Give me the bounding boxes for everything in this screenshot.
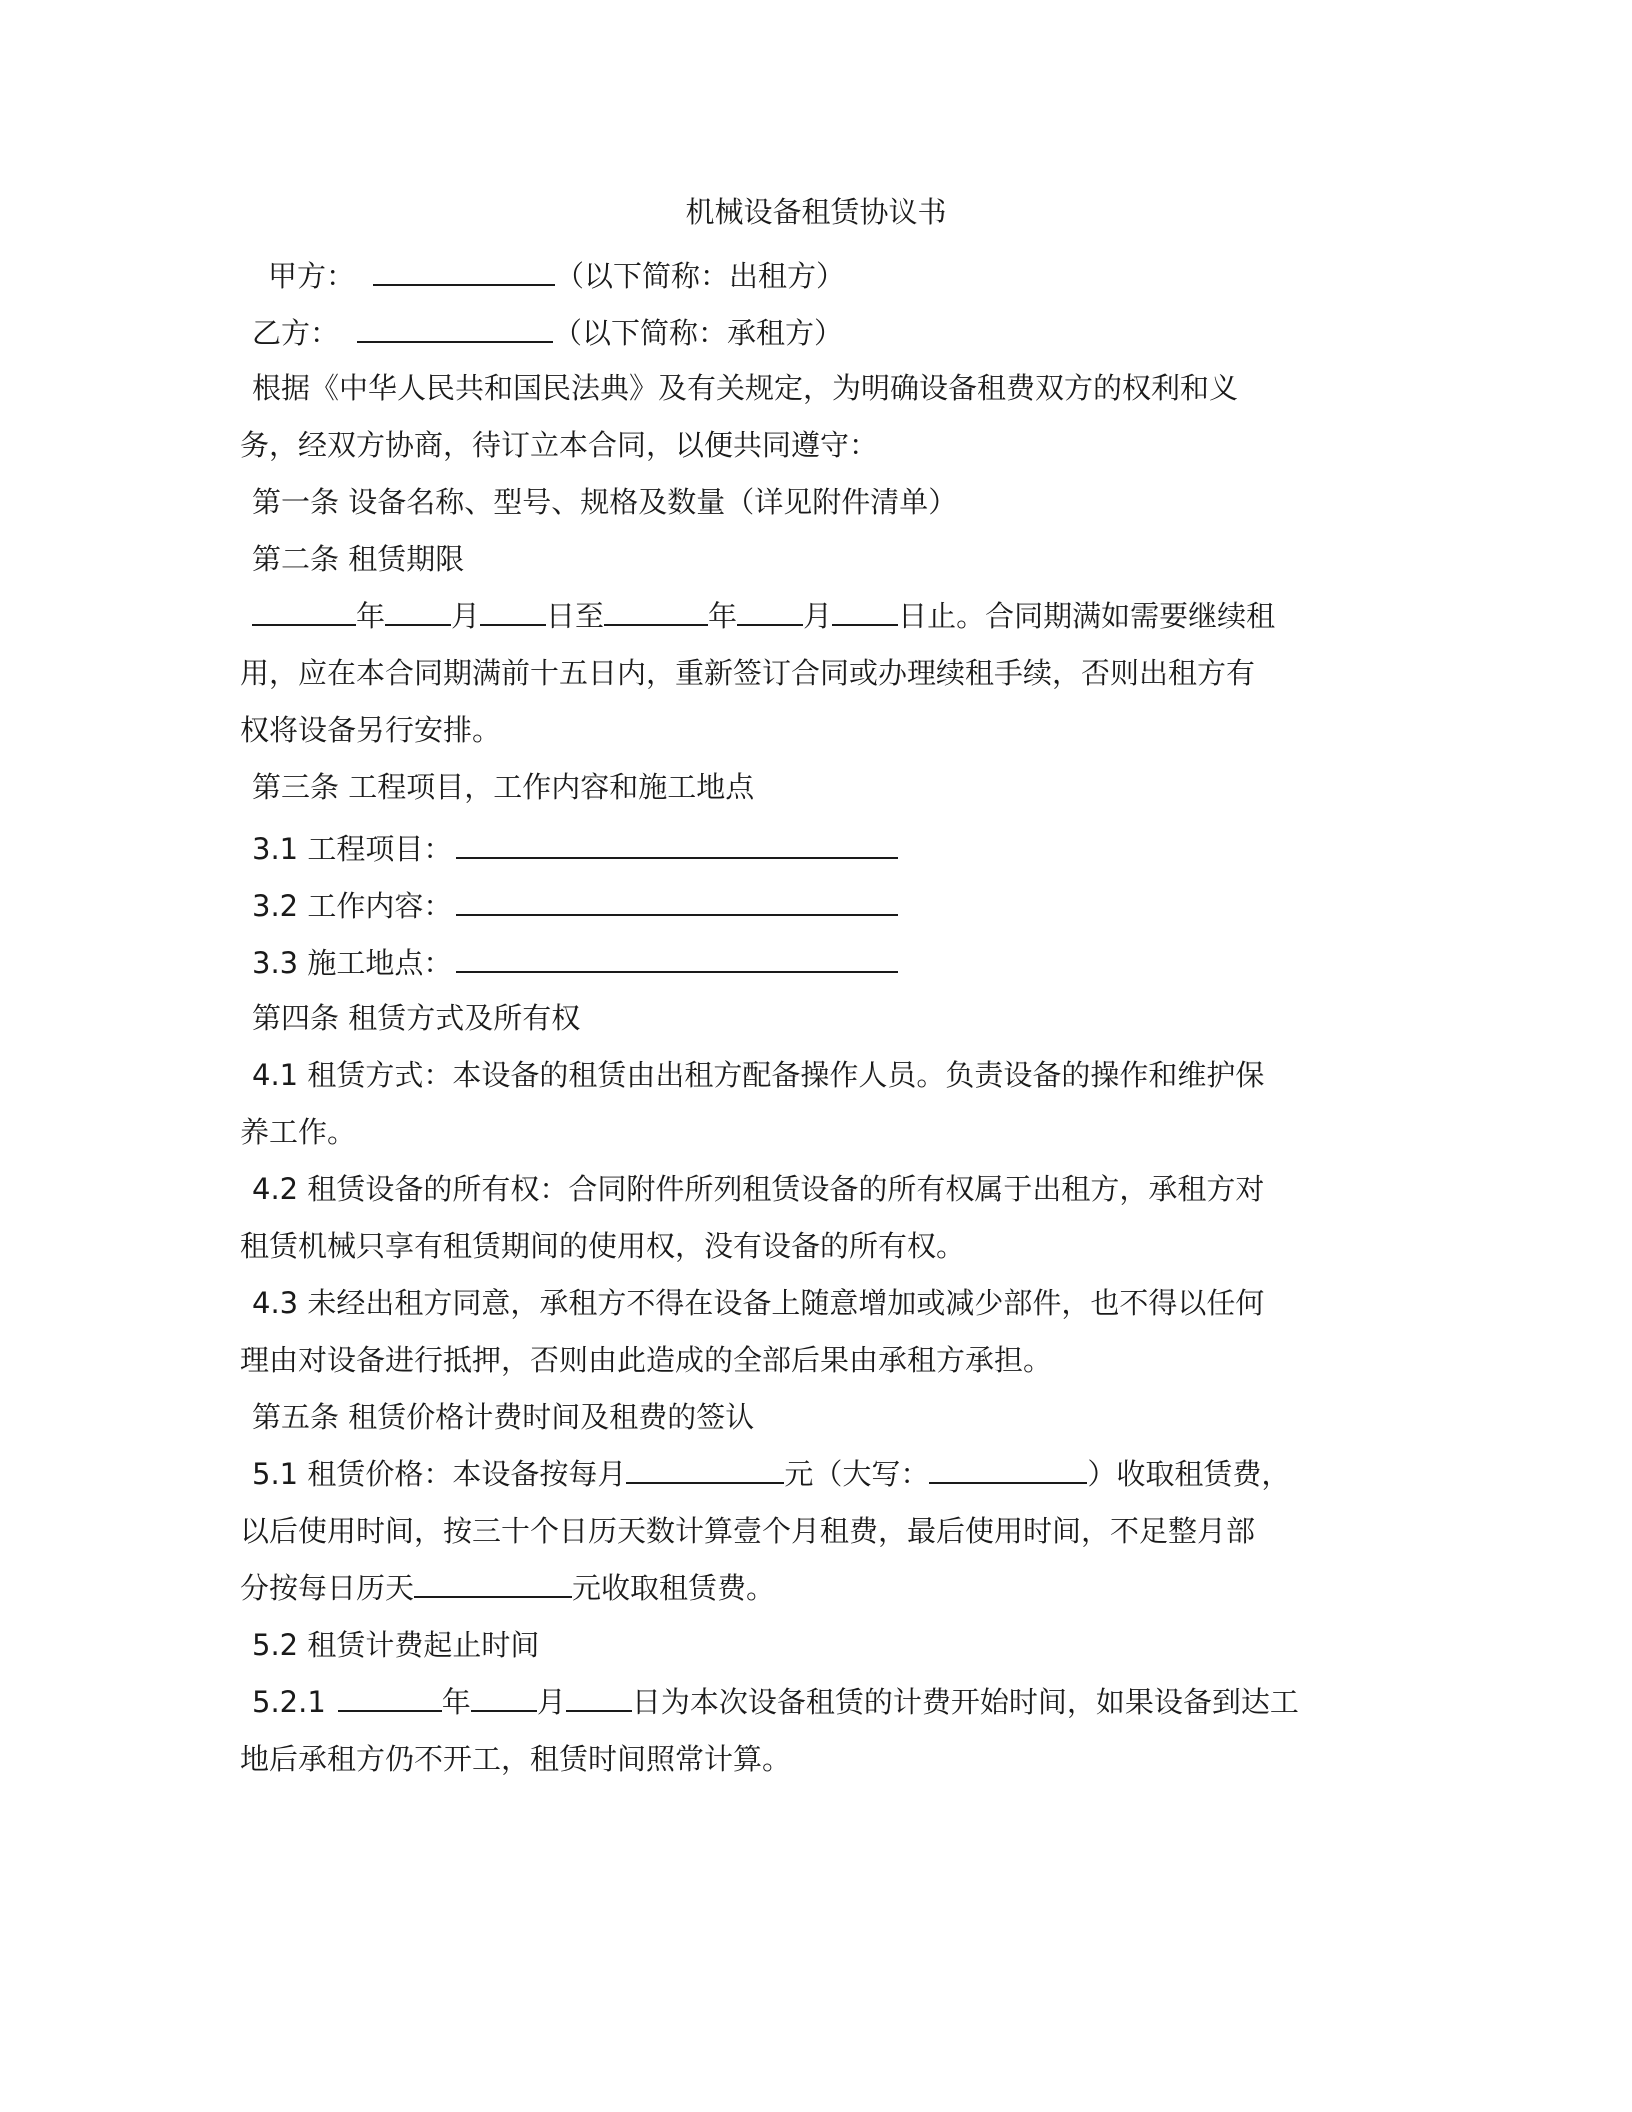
party-b-line xyxy=(252,311,843,355)
party-a-note: （以下简称：出租方） xyxy=(555,259,846,293)
day-end-label: 日止。合同期满如需要继续租 xyxy=(898,599,1276,633)
year-label-2: 年 xyxy=(708,599,738,633)
end-month-blank xyxy=(737,596,803,626)
end-year-blank xyxy=(604,596,708,626)
billing-year-blank xyxy=(338,1682,442,1712)
day-to-label: 日至 xyxy=(546,599,605,633)
work-content-blank xyxy=(456,886,898,916)
preamble-line-2: 务，经双方协商，待订立本合同，以便共同遵守： xyxy=(240,428,879,462)
month-label-2: 月 xyxy=(803,599,833,633)
billing-year-label: 年 xyxy=(441,1685,471,1719)
article-5-1-line-3 xyxy=(240,1566,775,1610)
start-month-blank xyxy=(385,596,451,626)
article-4-heading: 第四条 租赁方式及所有权 xyxy=(252,1001,581,1035)
work-content-item xyxy=(252,884,898,928)
billing-month-label: 月 xyxy=(536,1685,566,1719)
end-day-blank xyxy=(832,596,898,626)
article-5-2-heading: 5.2 租赁计费起止时间 xyxy=(252,1628,540,1662)
article-5-2-1-line-2: 地后承租方仍不开工，租赁时间照常计算。 xyxy=(240,1742,792,1776)
party-a-label: 甲方： xyxy=(268,259,356,293)
article-1-heading: 第一条 设备名称、型号、规格及数量（详见附件清单） xyxy=(252,485,958,519)
billing-start-text: 日为本次设备租赁的计费开始时间，如果设备到达工 xyxy=(631,1685,1299,1719)
daily-rate-suffix: 元收取租赁费。 xyxy=(572,1571,776,1605)
article-5-1-line-1 xyxy=(252,1452,1290,1496)
article-2-line-3: 权将设备另行安排。 xyxy=(240,713,502,747)
collect-fee-label: ）收取租赁费， xyxy=(1087,1457,1291,1491)
article-4-3-line-2: 理由对设备进行抵押，否则由此造成的全部后果由承租方承担。 xyxy=(240,1343,1053,1377)
project-item xyxy=(252,827,898,871)
start-day-blank xyxy=(480,596,546,626)
daily-rate-blank xyxy=(414,1568,572,1598)
article-4-2-line-2: 租赁机械只享有租赁期间的使用权，没有设备的所有权。 xyxy=(240,1229,966,1263)
article-5-2-1-line-1 xyxy=(252,1680,1299,1724)
daily-rate-label: 分按每日历天 xyxy=(240,1571,415,1605)
article-4-1-line-1: 4.1 租赁方式：本设备的租赁由出租方配备操作人员。负责设备的操作和维护保 xyxy=(252,1058,1265,1092)
document-title: 机械设备租赁协议书 xyxy=(685,195,947,229)
month-label: 月 xyxy=(451,599,481,633)
project-label: 3.1 工程项目： xyxy=(252,832,453,866)
article-4-3-line-1: 4.3 未经出租方同意，承租方不得在设备上随意增加或减少部件，也不得以任何 xyxy=(252,1286,1265,1320)
monthly-price-blank xyxy=(626,1454,784,1484)
capital-amount-blank xyxy=(929,1454,1087,1484)
party-b-label: 乙方： xyxy=(252,316,340,350)
article-2-line-2: 用，应在本合同期满前十五日内，重新签订合同或办理续租手续，否则出租方有 xyxy=(240,656,1256,690)
clause-number: 5.2.1 xyxy=(252,1685,326,1719)
party-a-blank xyxy=(373,256,555,286)
article-5-heading: 第五条 租赁价格计费时间及租费的签认 xyxy=(252,1400,755,1434)
site-item xyxy=(252,941,898,985)
article-2-heading: 第二条 租赁期限 xyxy=(252,542,465,576)
year-label: 年 xyxy=(356,599,386,633)
article-4-2-line-1: 4.2 租赁设备的所有权：合同附件所列租赁设备的所有权属于出租方，承租方对 xyxy=(252,1172,1265,1206)
preamble-line-1: 根据《中华人民共和国民法典》及有关规定，为明确设备租费双方的权利和义 xyxy=(252,371,1239,405)
lease-period-line xyxy=(252,594,1275,638)
price-label: 5.1 租赁价格：本设备按每月 xyxy=(252,1457,627,1491)
project-blank xyxy=(456,829,898,859)
site-blank xyxy=(456,943,898,973)
party-a-line xyxy=(268,254,845,298)
party-b-note: （以下简称：承租方） xyxy=(553,316,844,350)
article-5-1-line-2: 以后使用时间，按三十个日历天数计算壹个月租费，最后使用时间，不足整月部 xyxy=(240,1514,1256,1548)
billing-month-blank xyxy=(471,1682,537,1712)
billing-day-blank xyxy=(566,1682,632,1712)
site-label: 3.3 施工地点： xyxy=(252,946,453,980)
work-content-label: 3.2 工作内容： xyxy=(252,889,453,923)
start-year-blank xyxy=(252,596,356,626)
capital-amount-label: 元（大写： xyxy=(784,1457,930,1491)
article-4-1-line-2: 养工作。 xyxy=(240,1115,357,1149)
party-b-blank xyxy=(357,313,553,343)
article-3-heading: 第三条 工程项目，工作内容和施工地点 xyxy=(252,770,755,804)
